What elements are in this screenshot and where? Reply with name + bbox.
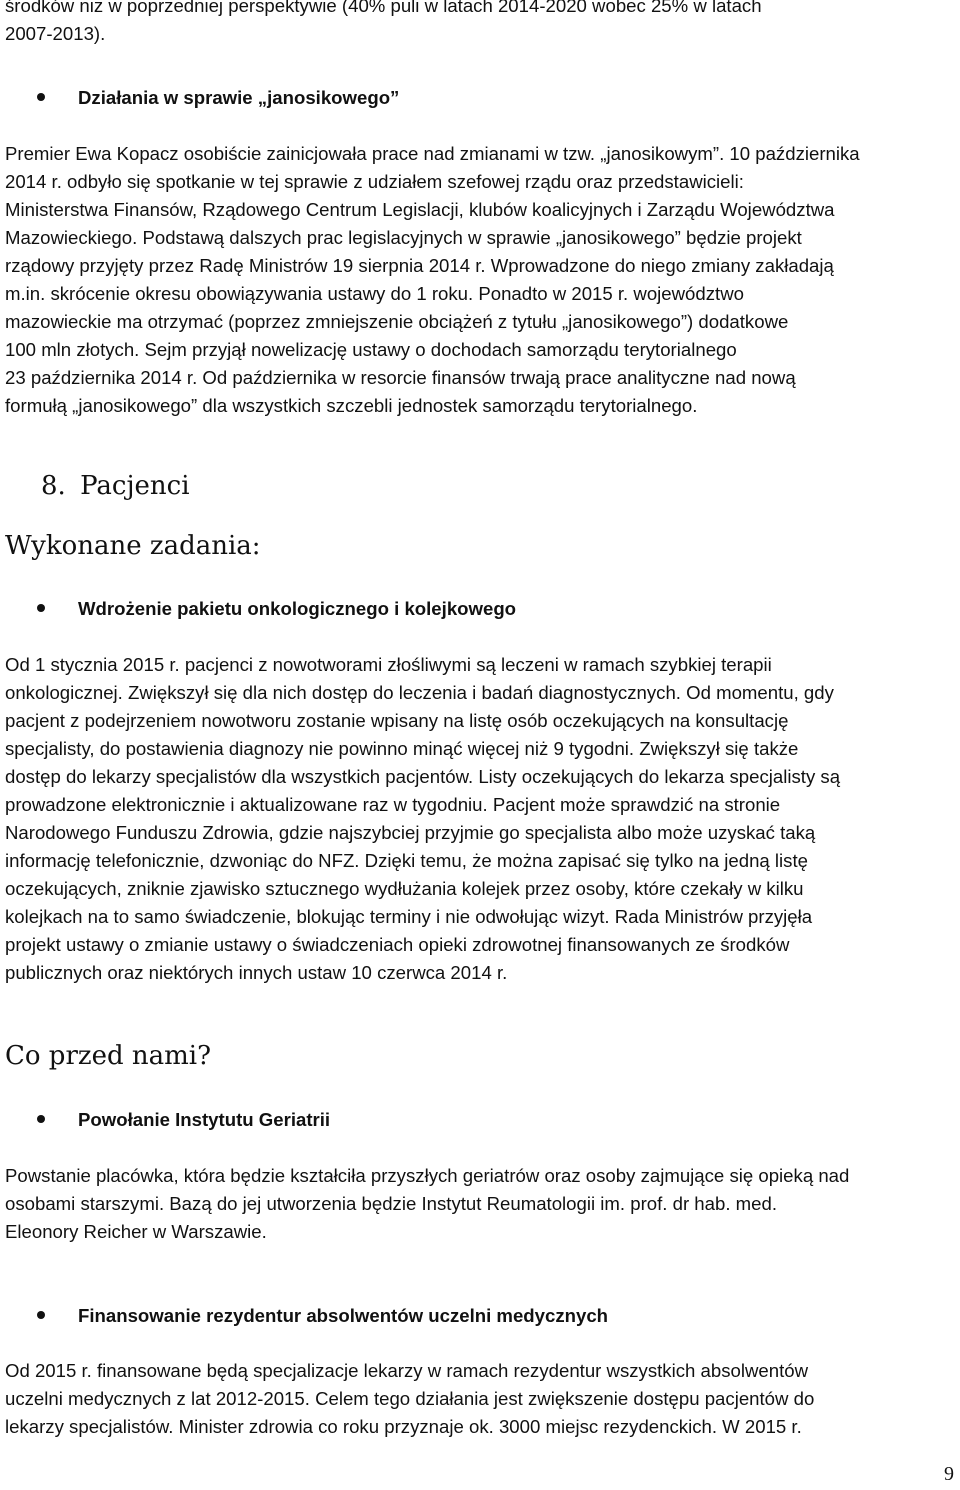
task-residency-paragraph — [5, 1357, 814, 1441]
text-line: mazowieckie ma otrzymać (poprzez zmniejszenie obciążeń z tytułu „janosikowego”) dodatkowe — [5, 311, 789, 332]
text-line: projekt ustawy o zmianie ustawy o świadczeniach opieki zdrowotnej finansowanych ze środków — [5, 934, 790, 955]
janosik-paragraph — [5, 140, 860, 420]
bullet-dot-icon — [37, 604, 45, 612]
bullet-dot-icon — [37, 93, 45, 101]
page-number: 9 — [944, 1463, 954, 1485]
text-line: Mazowieckiego. Podstawą dalszych prac legislacyjnych w sprawie „janosikowego” będzie projekt — [5, 227, 802, 248]
text-line: 2007-2013). — [5, 23, 106, 44]
text-line: Eleonory Reicher w Warszawie. — [5, 1221, 267, 1242]
text-line: Powstanie placówka, która będzie kształciła przyszłych geriatrów oraz osoby zajmujące się opieką nad — [5, 1165, 850, 1186]
task-oncology-bullet — [5, 595, 516, 623]
text-line: publicznych oraz niektórych innych ustaw 10 czerwca 2014 r. — [5, 962, 508, 983]
done-heading: Wykonane zadania: — [5, 531, 261, 561]
text-line: Od 2015 r. finansowane będą specjalizacje lekarzy w ramach rezydentur wszystkich absolwentów — [5, 1360, 809, 1381]
text-line: oczekujących, zniknie zjawisko sztucznego wydłużania kolejek przez osoby, które czekały w kilku — [5, 878, 804, 899]
section-heading — [5, 469, 190, 503]
text-line: dostęp do lekarzy specjalistów dla wszystkich pacjentów. Listy oczekujących do lekarza specjalisty są — [5, 766, 841, 787]
text-line: rządowy przyjęty przez Radę Ministrów 19 sierpnia 2014 r. Wprowadzone do niego zmiany zakładają — [5, 255, 834, 276]
text-line: formułą „janosikowego” dla wszystkich szczebli jednostek samorządu terytorialnego. — [5, 395, 698, 416]
bullet-dot-icon — [37, 1311, 45, 1319]
text-line: środków niż w poprzedniej perspektywie (40% puli w latach 2014-2020 wobec 25% w latach — [5, 0, 762, 16]
text-line: Ministerstwa Finansów, Rządowego Centrum Legislacji, klubów koalicyjnych i Zarządu Województwa — [5, 199, 835, 220]
section-number: 8. — [41, 471, 66, 501]
text-line: prowadzone elektronicznie i aktualizowane raz w tygodniu. Pacjent może sprawdzić na stronie — [5, 794, 781, 815]
text-line: 23 października 2014 r. Od października w resorcie finansów trwają prace analityczne nad nową — [5, 367, 796, 388]
text-line: Od 1 stycznia 2015 r. pacjenci z nowotworami złośliwymi są leczeni w ramach szybkiej terapii — [5, 654, 772, 675]
janosik-bullet — [5, 84, 399, 112]
text-line: onkologicznej. Zwiększył się dla nich dostęp do leczenia i badań diagnostycznych. Od momentu, gdy — [5, 682, 834, 703]
text-line: kolejkach na to samo świadczenie, blokując terminy i nie odwołując wizyt. Rada Ministrów przyjęła — [5, 906, 813, 927]
bullet-label: Finansowanie rezydentur absolwentów uczelni medycznych — [78, 1305, 609, 1326]
text-line: 100 mln złotych. Sejm przyjął nowelizację ustawy o dochodach samorządu terytorialnego — [5, 339, 737, 360]
text-line: Premier Ewa Kopacz osobiście zainicjowała prace nad zmianami w tzw. „janosikowym”. 10 października — [5, 143, 860, 164]
section-title: Pacjenci — [80, 471, 190, 501]
text-line: Narodowego Funduszu Zdrowia, gdzie najszybciej przyjmie go specjalista albo może uzyskać taką — [5, 822, 816, 843]
text-line: lekarzy specjalistów. Minister zdrowia co roku przyznaje ok. 3000 miejsc rezydenckich. W 2015 r. — [5, 1416, 802, 1437]
bullet-label: Działania w sprawie „janosikowego” — [78, 87, 400, 108]
task-geriatrics-paragraph — [5, 1162, 849, 1246]
text-line: specjalisty, do postawienia diagnozy nie powinno minąć więcej niż 9 tygodni. Zwiększył się także — [5, 738, 799, 759]
intro-paragraph — [5, 0, 762, 48]
text-line: uczelni medycznych z lat 2012-2015. Celem tego działania jest zwiększenie dostępu pacjentów do — [5, 1388, 815, 1409]
text-line: osobami starszymi. Bazą do jej utworzenia będzie Instytut Reumatologii im. prof. dr hab. med. — [5, 1193, 777, 1214]
bullet-label: Powołanie Instytutu Geriatrii — [78, 1109, 331, 1130]
bullet-label: Wdrożenie pakietu onkologicznego i kolejkowego — [78, 598, 517, 619]
text-line: m.in. skrócenie okresu obowiązywania ustawy do 1 roku. Ponadto w 2015 r. województwo — [5, 283, 744, 304]
task-geriatrics-bullet — [5, 1106, 330, 1134]
task-oncology-paragraph — [5, 651, 840, 987]
bullet-dot-icon — [37, 1115, 45, 1123]
text-line: pacjent z podejrzeniem nowotworu zostanie wpisany na listę osób oczekujących na konsultację — [5, 710, 789, 731]
text-line: informację telefonicznie, dzwoniąc do NFZ. Dzięki temu, że można zapisać się tylko na jedną listę — [5, 850, 808, 871]
ahead-heading: Co przed nami? — [5, 1041, 212, 1071]
task-residency-bullet — [5, 1302, 608, 1330]
text-line: 2014 r. odbyło się spotkanie w tej sprawie z udziałem szefowej rządu oraz przedstawicieli: — [5, 171, 744, 192]
